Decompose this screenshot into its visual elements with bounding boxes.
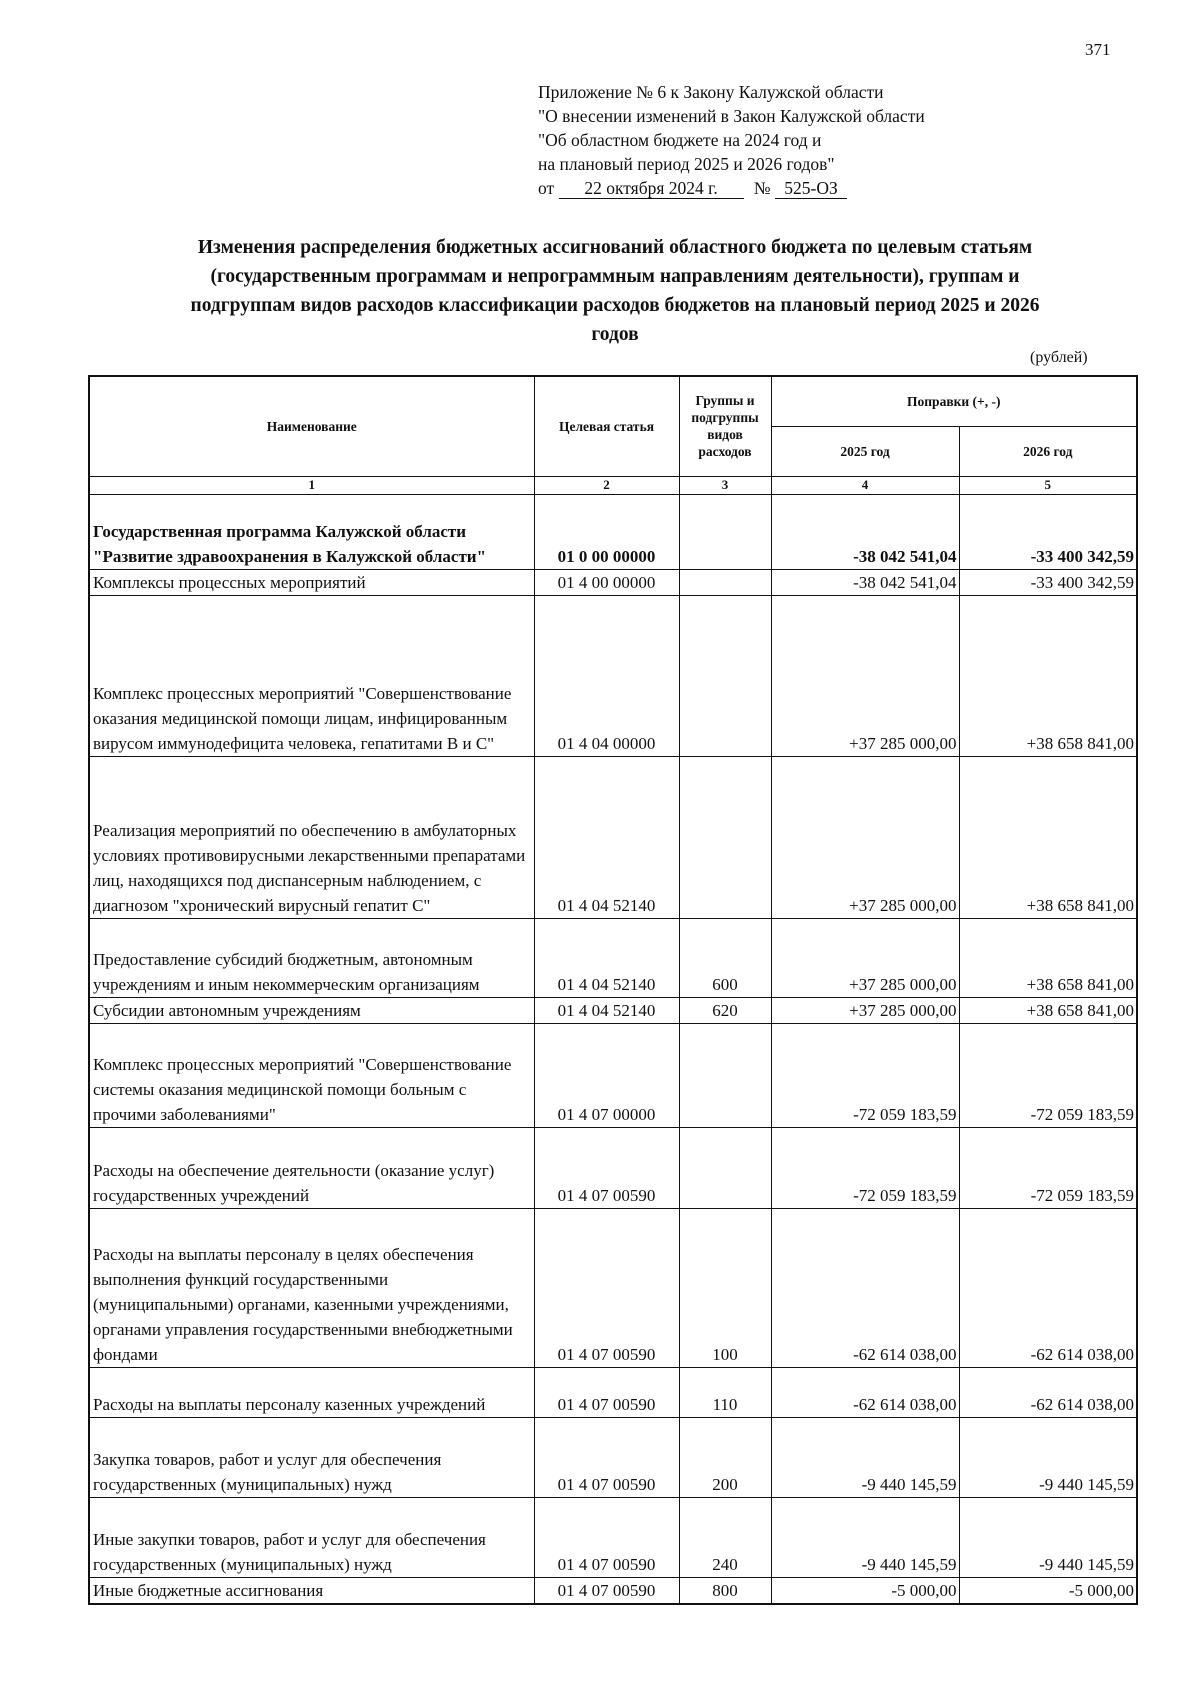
table-row — [89, 1127, 1137, 1208]
table-row — [89, 595, 1137, 756]
appendix-line-2: "О внесении изменений в Закон Калужской области — [538, 106, 925, 126]
header-amendments: Поправки (+, -) — [771, 376, 1137, 426]
row-expense-group — [679, 595, 771, 756]
row-amount-2025: -9 440 145,59 — [771, 1417, 959, 1497]
row-expense-group — [679, 756, 771, 918]
row-amount-2026: -62 614 038,00 — [959, 1208, 1137, 1367]
row-amount-2026: -72 059 183,59 — [959, 1127, 1137, 1208]
row-amount-2025: -62 614 038,00 — [771, 1208, 959, 1367]
row-target-article: 01 4 07 00590 — [534, 1208, 679, 1367]
row-expense-group: 620 — [679, 997, 771, 1023]
row-target-article: 01 4 04 52140 — [534, 997, 679, 1023]
row-name: Комплекс процессных мероприятий "Совершенствование системы оказания медицинской помощи больным с прочими заболеваниями" — [89, 1023, 534, 1127]
row-expense-group: 110 — [679, 1367, 771, 1417]
row-amount-2025: -38 042 541,04 — [771, 569, 959, 595]
table-row — [89, 569, 1137, 595]
table-row — [89, 1208, 1137, 1367]
law-date: 22 октября 2024 г. — [559, 178, 744, 199]
row-amount-2025: +37 285 000,00 — [771, 918, 959, 997]
row-amount-2025: -72 059 183,59 — [771, 1023, 959, 1127]
row-amount-2025: +37 285 000,00 — [771, 756, 959, 918]
row-name: Закупка товаров, работ и услуг для обеспечения государственных (муниципальных) нужд — [89, 1417, 534, 1497]
row-name: Расходы на обеспечение деятельности (оказание услуг) государственных учреждений — [89, 1127, 534, 1208]
row-target-article: 01 4 00 00000 — [534, 569, 679, 595]
appendix-line-3: "Об областном бюджете на 2024 год и — [538, 130, 822, 150]
table-row — [89, 1497, 1137, 1577]
row-amount-2025: -9 440 145,59 — [771, 1497, 959, 1577]
row-target-article: 01 4 04 00000 — [534, 595, 679, 756]
row-amount-2026: +38 658 841,00 — [959, 756, 1137, 918]
title-line-3: подгруппам видов расходов классификации расходов бюджетов на плановый период 2025 и 2026 — [190, 295, 1040, 316]
row-target-article: 01 4 07 00590 — [534, 1127, 679, 1208]
row-expense-group: 200 — [679, 1417, 771, 1497]
row-name: Комплекс процессных мероприятий "Совершенствование оказания медицинской помощи лицам, инфицированным вирусом иммунодефицита человека, гепатитами В и С" — [89, 595, 534, 756]
title-line-1: Изменения распределения бюджетных ассигнований областного бюджета по целевым статьям — [197, 237, 1033, 258]
header-target-article: Целевая статья — [534, 376, 679, 476]
row-target-article: 01 4 07 00000 — [534, 1023, 679, 1127]
row-amount-2026: +38 658 841,00 — [959, 997, 1137, 1023]
budget-table — [88, 375, 1138, 1605]
title-line-4: годов — [591, 324, 639, 345]
row-expense-group: 240 — [679, 1497, 771, 1577]
row-name: Субсидии автономным учреждениям — [89, 997, 534, 1023]
row-name: Предоставление субсидий бюджетным, автономным учреждениям и иным некоммерческим организациям — [89, 918, 534, 997]
column-number-2: 2 — [534, 476, 679, 494]
row-amount-2025: +37 285 000,00 — [771, 595, 959, 756]
row-name: Комплексы процессных мероприятий — [89, 569, 534, 595]
title-line-2: (государственным программам и непрограммным направлениям деятельности), группам и — [210, 266, 1020, 287]
row-amount-2026: -9 440 145,59 — [959, 1417, 1137, 1497]
row-target-article: 01 4 07 00590 — [534, 1497, 679, 1577]
table-row — [89, 1367, 1137, 1417]
appendix-header — [538, 80, 925, 200]
row-expense-group — [679, 1127, 771, 1208]
row-expense-group — [679, 494, 771, 569]
row-expense-group — [679, 1023, 771, 1127]
row-name: Расходы на выплаты персоналу в целях обеспечения выполнения функций государственными (муниципальными) органами, казенными учреждениями, органами управления государственными внебюджетными фондами — [89, 1208, 534, 1367]
row-expense-group: 600 — [679, 918, 771, 997]
table-row — [89, 1023, 1137, 1127]
number-label: № — [753, 178, 771, 198]
row-name: Реализация мероприятий по обеспечению в амбулаторных условиях противовирусными лекарственными препаратами лиц, находящихся под диспансерным наблюдением, с диагнозом "хронический вирусный гепатит С" — [89, 756, 534, 918]
row-amount-2026: -33 400 342,59 — [959, 569, 1137, 595]
column-number-1: 1 — [89, 476, 534, 494]
row-amount-2025: -72 059 183,59 — [771, 1127, 959, 1208]
row-amount-2025: -5 000,00 — [771, 1577, 959, 1604]
page-number: 371 — [1085, 40, 1111, 59]
header-name: Наименование — [89, 376, 534, 476]
table-row — [89, 756, 1137, 918]
row-amount-2025: -62 614 038,00 — [771, 1367, 959, 1417]
law-number: 525-ОЗ — [775, 178, 847, 199]
appendix-line-4: на плановый период 2025 и 2026 годов" — [538, 154, 835, 174]
row-amount-2026: -72 059 183,59 — [959, 1023, 1137, 1127]
row-name: Иные закупки товаров, работ и услуг для обеспечения государственных (муниципальных) нужд — [89, 1497, 534, 1577]
row-target-article: 01 4 07 00590 — [534, 1367, 679, 1417]
appendix-date-line — [538, 176, 925, 200]
row-amount-2026: -33 400 342,59 — [959, 494, 1137, 569]
row-amount-2026: -62 614 038,00 — [959, 1367, 1137, 1417]
row-name: Государственная программа Калужской области "Развитие здравоохранения в Калужской области" — [89, 494, 534, 569]
row-target-article: 01 4 07 00590 — [534, 1417, 679, 1497]
row-expense-group — [679, 569, 771, 595]
header-year-2026: 2026 год — [959, 426, 1137, 476]
row-amount-2026: +38 658 841,00 — [959, 595, 1137, 756]
header-year-2025: 2025 год — [771, 426, 959, 476]
appendix-line-1: Приложение № 6 к Закону Калужской области — [538, 82, 884, 102]
row-expense-group: 100 — [679, 1208, 771, 1367]
row-amount-2025: -38 042 541,04 — [771, 494, 959, 569]
column-number-3: 3 — [679, 476, 771, 494]
from-label: от — [538, 178, 555, 198]
table-row — [89, 1417, 1137, 1497]
document-title — [90, 233, 1140, 349]
row-amount-2026: -5 000,00 — [959, 1577, 1137, 1604]
column-number-5: 5 — [959, 476, 1137, 494]
row-amount-2026: +38 658 841,00 — [959, 918, 1137, 997]
row-target-article: 01 4 04 52140 — [534, 918, 679, 997]
table-row — [89, 494, 1137, 569]
row-amount-2025: +37 285 000,00 — [771, 997, 959, 1023]
table-row — [89, 918, 1137, 997]
units-label: (рублей) — [1030, 349, 1088, 366]
row-name: Иные бюджетные ассигнования — [89, 1577, 534, 1604]
table-row — [89, 997, 1137, 1023]
row-target-article: 01 4 07 00590 — [534, 1577, 679, 1604]
table-row — [89, 1577, 1137, 1604]
row-amount-2026: -9 440 145,59 — [959, 1497, 1137, 1577]
header-expense-groups: Группы и подгруппы видов расходов — [679, 376, 771, 476]
row-expense-group: 800 — [679, 1577, 771, 1604]
row-target-article: 01 0 00 00000 — [534, 494, 679, 569]
column-number-4: 4 — [771, 476, 959, 494]
row-name: Расходы на выплаты персоналу казенных учреждений — [89, 1367, 534, 1417]
row-target-article: 01 4 04 52140 — [534, 756, 679, 918]
